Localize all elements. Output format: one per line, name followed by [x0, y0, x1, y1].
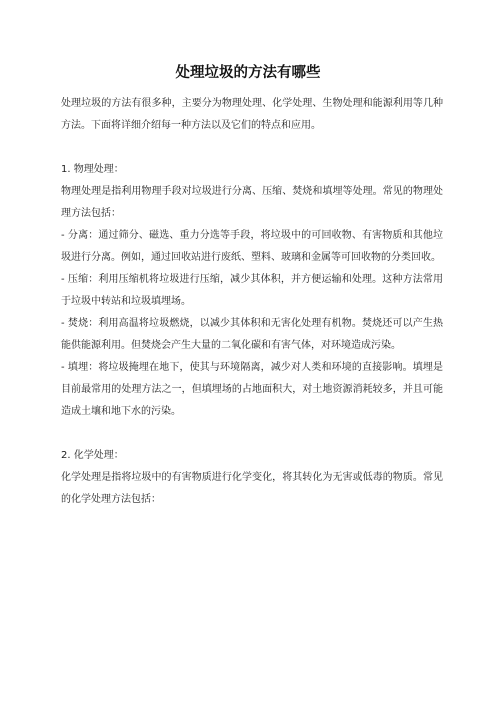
paragraph-spacer [61, 137, 443, 159]
chemical-description: 化学处理是指将垃圾中的有害物质进行化学变化，将其转化为无害或低毒的物质。常见的化学处理方法包括： [61, 472, 443, 505]
list-item-landfill: - 填埋：将垃圾掩埋在地下，使其与环境隔离，减少对人类和环境的直接影响。填埋是目前最常用的处理方法之一，但填埋场的占地面积大，对土地资源消耗较多，并且可能造成土壤和地下水的污染。 [61, 362, 443, 417]
intro-paragraph: 处理垃圾的方法有很多种，主要分为物理处理、化学处理、生物处理和能源利用等几种方法。下面将详细介绍每一种方法以及它们的特点和应用。 [61, 98, 443, 131]
paragraph-spacer [61, 423, 443, 445]
document-body [61, 93, 443, 511]
list-item-separation: - 分离：通过筛分、磁选、重力分选等手段，将垃圾中的可回收物、有害物质和其他垃圾进行分离。例如，通过回收站进行废纸、塑料、玻璃和金属等可回收物的分类回收。 [61, 230, 443, 263]
list-item-incineration: - 焚烧：利用高温将垃圾燃烧，以减少其体积和无害化处理有机物。焚烧还可以产生热能供能源利用。但焚烧会产生大量的二氧化碳和有害气体，对环境造成污染。 [61, 318, 443, 351]
list-item-compression: - 压缩：利用压缩机将垃圾进行压缩，减少其体积，并方便运输和处理。这种方法常用于垃圾中转站和垃圾填埋场。 [61, 274, 443, 307]
section-heading-physical: 1. 物理处理： [61, 164, 124, 175]
section-heading-chemical: 2. 化学处理： [61, 450, 124, 461]
physical-description: 物理处理是指利用物理手段对垃圾进行分离、压缩、焚烧和填埋等处理。常见的物理处理方法包括： [61, 186, 443, 219]
document-title: 处理垃圾的方法有哪些 [175, 65, 321, 81]
